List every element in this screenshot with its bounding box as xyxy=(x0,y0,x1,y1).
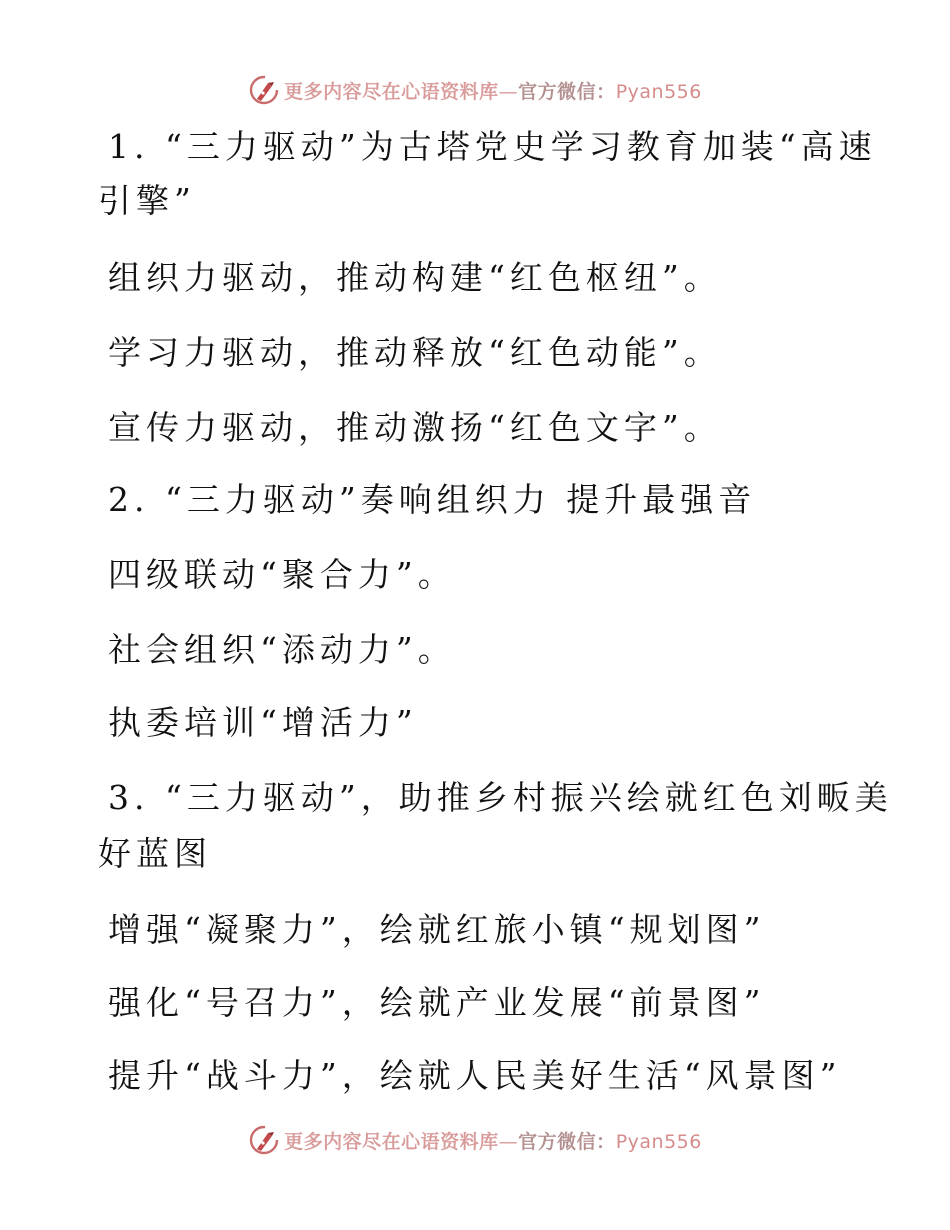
paragraph-line: 执委培训“增活力” xyxy=(108,703,418,742)
heading-1-line-2: 引擎” xyxy=(98,181,196,220)
heading-3-line-2: 好蓝图 xyxy=(98,834,212,873)
paragraph-line: 社会组织“添动力”。 xyxy=(108,630,456,669)
watermark-banner-top xyxy=(0,70,950,110)
heading-1-line-1: 1. “三力驱动”为古塔党史学习教育加装“高速 xyxy=(108,127,877,166)
heading-2-line: 2. “三力驱动”奏响组织力 提升最强音 xyxy=(108,480,757,519)
paragraph-line: 组织力驱动，推动构建“红色枢纽”。 xyxy=(108,258,722,297)
pen-nib-logo-icon xyxy=(248,1124,280,1156)
watermark-site-text: 更多内容尽在心语资料库 xyxy=(284,1130,499,1153)
watermark-banner-bottom xyxy=(0,1120,950,1160)
watermark-official-label: 官方微信： xyxy=(518,1130,616,1153)
watermark-account: Pyan556 xyxy=(615,1130,702,1153)
pen-nib-logo-icon xyxy=(248,74,280,106)
paragraph-line: 提升“战斗力”，绘就人民美好生活“风景图” xyxy=(108,1056,842,1095)
watermark-account: Pyan556 xyxy=(615,80,702,103)
heading-3-line-1: 3. “三力驱动”，助推乡村振兴绘就红色刘畈美 xyxy=(108,778,893,817)
watermark-official-label: 官方微信： xyxy=(518,80,616,103)
paragraph-line: 宣传力驱动，推动激扬“红色文字”。 xyxy=(108,408,722,447)
paragraph-line: 学习力驱动，推动释放“红色动能”。 xyxy=(108,333,722,372)
paragraph-line: 四级联动“聚合力”。 xyxy=(108,555,456,594)
paragraph-line: 增强“凝聚力”，绘就红旅小镇“规划图” xyxy=(108,910,766,949)
watermark-dash: — xyxy=(498,1130,519,1153)
paragraph-line: 强化“号召力”，绘就产业发展“前景图” xyxy=(108,983,766,1022)
watermark-dash: — xyxy=(498,80,519,103)
watermark-site-text: 更多内容尽在心语资料库 xyxy=(284,80,499,103)
